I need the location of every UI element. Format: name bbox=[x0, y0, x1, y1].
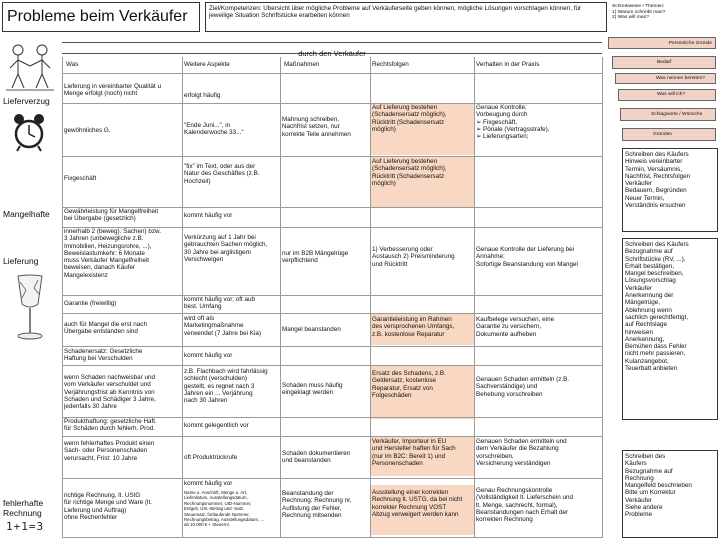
cell-r10-aspekte: kommt gelegentlich vor bbox=[184, 422, 249, 429]
grid-h-f bbox=[62, 295, 602, 296]
grid-v-4 bbox=[474, 57, 475, 538]
grid-v-2 bbox=[280, 57, 281, 538]
cell-r1-aspekte: erfolgt häufig bbox=[184, 92, 221, 99]
card-persoenliche-gruende: Persönliche Gründe bbox=[608, 37, 716, 49]
cell-r12-praxis: Genau Rechnungskontrolle (Vollständigkeit lt. Lieferschein und lt. Menge, sachrecht, formal), Beanstandungen nach Erhalt der korrekten Rechnung bbox=[476, 487, 573, 524]
cell-r5-praxis: Genaue Kontrolle der Lieferung bei Annahme; Sofortige Beanstandung von Mangel bbox=[476, 246, 578, 268]
cell-r2-was: gewöhnliches G. bbox=[64, 127, 111, 134]
grid-h-c bbox=[62, 156, 602, 157]
cell-r7-massn: Mangel beanstanden bbox=[282, 326, 341, 333]
card-was-nennen: Was nennen bereiten? bbox=[615, 73, 716, 84]
grid-h-m bbox=[62, 537, 602, 538]
header-rechtsfolgen: Rechtsfolgen bbox=[372, 61, 409, 68]
cell-r2-aspekte: "Ende Juni...", in Kalenderwoche 33..." bbox=[184, 122, 244, 137]
cell-r8-was: Schadenersatz: Gesetzliche Haftung bei Verschulden bbox=[64, 348, 143, 363]
page-title: Probleme beim Verkäufer bbox=[7, 8, 188, 25]
section-fehlerhafte: fehlerhafte Rechnung bbox=[3, 498, 44, 518]
card-was-will-ich: Was will ich? bbox=[618, 89, 716, 101]
cell-r2-massn: Mahnung schreiben, Nachfrist setzen, nur korrekte Teile annehmen bbox=[282, 116, 351, 138]
card-schlagworte: Schlagworte / Wünsche bbox=[620, 108, 716, 121]
cell-r5-massn: nur im B2B Mängelrüge verpflichtend bbox=[282, 250, 349, 265]
cell-r5-recht: 1) Verbesserung oder Austausch 2) Preisminderung und Rücktritt bbox=[372, 246, 455, 268]
cell-r12-recht: Ausstellung einer korrekten Rechnung lt. USTG, da bei nicht korrekter Rechnung VOST Abzug verweigert werden kann bbox=[372, 489, 463, 518]
cell-r11-praxis: Genauen Schaden ermitteln und dem Verkäufer die Bezahlung vorschreiben, Versicherung verständigen bbox=[476, 438, 567, 467]
grid-h-k bbox=[62, 436, 602, 437]
card-bedarf: Bedarf bbox=[612, 56, 716, 69]
banner: durch den Verkäufer bbox=[62, 42, 602, 54]
grid-h-g bbox=[62, 313, 602, 314]
cell-r2-recht: Auf Lieferung bestehen (Schadensersatz möglich), Rücktritt (Schadensersatz möglich) bbox=[372, 104, 447, 133]
grid-v-3 bbox=[370, 57, 371, 538]
cell-r11-was: wenn fehlerhaftes Produkt einen Sach- oder Personenschaden verursacht, Frist: 10 Jahre bbox=[64, 440, 155, 462]
cell-r7-aspekte: wird oft als Marketingmaßnahme verwendet (7 Jahre bei Kia) bbox=[184, 315, 262, 337]
cell-r9-aspekte: z.B. Flachbach wird fahrlässig schlecht (verschulden) gestellt, es regnet nach 3 Jahren ein ... Verjährung nach 30 Jahren bbox=[184, 368, 268, 405]
handshake-illustration bbox=[4, 40, 56, 92]
card-gruenden: Gründen bbox=[622, 128, 716, 141]
page-title-box bbox=[2, 2, 200, 32]
section-lieferverzug: Lieferverzug bbox=[3, 96, 50, 106]
schreibweise-note bbox=[612, 4, 716, 30]
cell-r9-recht: Ersatz des Schadens, z.B. Geldersatz, kostenlose Reparatur, Ersatz von Folgeschäden bbox=[372, 370, 446, 399]
cell-r6-aspekte: kommt häufig vor; oft aub best. Umfang bbox=[184, 296, 256, 311]
cell-r9-massn: Schaden muss häufig eingeklagt werden bbox=[282, 382, 343, 397]
section-mangelhafte: Mangelhafte bbox=[3, 209, 50, 219]
cell-r4-aspekte: kommt häufig vor bbox=[184, 212, 233, 219]
grid-v-1 bbox=[182, 57, 183, 538]
cell-r12-aspekte-top: kommt häufig vor bbox=[184, 480, 233, 487]
cell-r12-aspekte-small: Name u. Anschrift, Menge u. Art, Lieferdatum, Ausstellungsdatum, Rechnungsnummer, UID-Nummer, Entgelt, USt.-Betrag und -Satz, Steuersatz, fortlaufende Nummer, Rechnungsbetrag, Ausstellungsdatum, ... ab 10.000 € + Steuernr. bbox=[184, 490, 265, 528]
header-praxis: Verhalten in der Praxis bbox=[476, 61, 540, 68]
grid-v-5 bbox=[602, 57, 603, 538]
cell-r3-aspekte: "fix" im Text, oder aus der Natur des Geschäftes (z.B. Hochzeit) bbox=[184, 163, 260, 185]
side-note-rechnung: Schreiben des Käufers Bezugnahme auf Rechnung Mangelfeld beschrieben Bitte um Korrektur Verkäufer Siehe andere Probleme bbox=[622, 450, 718, 538]
math-doodle: 1+1=3 bbox=[6, 520, 45, 533]
cell-r11-aspekte: oft Produktrückrufe bbox=[184, 454, 238, 461]
ziel-box bbox=[205, 2, 607, 32]
cell-r3-was: Fixgeschäft bbox=[64, 175, 97, 182]
cell-r10-was: Produkthaftung: gesetzliche Haft. für Schäden durch fehlerh. Prod. bbox=[64, 418, 157, 433]
header-was: Was bbox=[66, 61, 79, 68]
cell-r5-was: innerhalb 2 (beweg). Sachen) bzw. 3 Jahren (unbewegliche z.B. Immobilien, Heizungsrohre, ...), Beweislastumkehr: 6 Monate muss Verkäufer Mangelfreiheit beweisen, danach Käufer Mangelexistenz bbox=[64, 228, 161, 279]
side-note-lieferverzug: Schreiben des Käufers Hinweis vereinbarter Termin, Versäumnis, Nachfrist, Rechtsfolgen Verkäufer Bedauern, Begründen Neuer Termin, Verständnis ersuchen bbox=[622, 148, 718, 232]
table-header bbox=[62, 57, 602, 73]
header-massnahmen: Maßnahmen bbox=[284, 61, 320, 68]
cell-r6-was: Garantie (freiwillig) bbox=[64, 300, 117, 307]
cell-r1-was: Lieferung in vereinbarter Qualität u Menge erfolgt (noch) nicht bbox=[64, 83, 161, 98]
grid-h-i bbox=[62, 365, 602, 366]
cell-r2-praxis: Genaue Kontrolle; Vorbeugung durch ➢ Fixgeschäft, ➢ Pönale (Vertragsstrafe), ➢ Lieferungsarten; bbox=[476, 104, 550, 141]
cell-r4-was: Gewährleistung für Mangelfreiheit bei Übergabe (gesetzlich) bbox=[64, 208, 159, 223]
cell-r9-was: wenn Schaden nachweisbar und vom Verkäufer verschuldet und Verjährungsfrist ab Kenntnis von Schaden und Schädiger 3 Jahre, jedenfalls 30 Jahre bbox=[64, 374, 156, 411]
cell-r5-aspekte: Verkürzung auf 1 Jahr bei gebrauchten Sachen möglich, 30 Jahre bei arglistigem Verschweigen bbox=[184, 234, 268, 263]
cell-r8-aspekte: kommt häufig vor bbox=[184, 352, 233, 359]
cell-r7-was: auch für Mangel die erst nach Übergabe entstanden sind bbox=[64, 321, 147, 336]
side-note-mangel: Schreiben des Käufers Bezugnahme auf Schriftstücke (RV, ...), Erhalt bestätigen, Mangel beschreiben, Lösungsvorschlag Verkäufer Anerkennung der Mängelrüge, Ablehnung wenn sachlich gerechtfertigt, auf Rechtslage hinweisen Anerkennung, Bemühen dass Fehler nicht mehr passieren, Kulanzangebot, Teuerbatt anbieten bbox=[622, 238, 718, 420]
broken-glass-icon bbox=[8, 272, 52, 344]
cell-r3-recht: Auf Lieferung bestehen (Schadensersatz möglich), Rücktritt (Schadensersatz möglich) bbox=[372, 158, 447, 187]
cell-r11-recht: Verkäufer, Importeur in EU und Hersteller haften für Sach (nur im B2C: Bereit 1) und Personenschaden bbox=[372, 438, 456, 467]
header-aspekte: Weitere Aspekte bbox=[184, 61, 230, 68]
cell-r7-praxis: Kaufbelege versuchen, eine Garantie zu versichern, Dokumente aufheben bbox=[476, 316, 555, 338]
grid-h-a bbox=[62, 73, 602, 74]
cell-r7-recht: Garantieleistung im Rahmen des versprochenen Umfangs, z.B. kostenlose Reparatur bbox=[372, 316, 455, 338]
alarm-clock-icon bbox=[12, 112, 46, 152]
cell-r12-massn: Beanstandung der Rechnung: Rechnung nr, Auflistung der Fehler, Rechnung mitsenden bbox=[282, 490, 352, 519]
section-lieferung: Lieferung bbox=[3, 256, 39, 266]
grid-h-h bbox=[62, 346, 602, 347]
grid-h-l bbox=[62, 478, 602, 479]
cell-r9-praxis: Genauen Schaden ermitteln (z.B. Sachverständige) und Behebung vorschreiben bbox=[476, 376, 570, 398]
cell-r12-was: richtige Rechnung, lt. UStG für richtige Menge und Ware (lt. Lieferung und Auftrag) ohne Rechenfehler bbox=[64, 492, 152, 521]
ziel-text: Ziel/Kompetenzen: Übersicht über mögliche Probleme auf Verkäuferseite geben können, mögliche Lösungen vorschlagen können, für jeweilige Situation Schriftstücke erarbeiten können bbox=[209, 5, 582, 20]
schreibweise-text: Schreibweise / Themen: 1) Warum schreibt man? 2) Was will man? bbox=[612, 4, 666, 21]
grid-v-0 bbox=[62, 57, 63, 538]
cell-r11-massn: Schaden dokumentieren und beanstanden bbox=[282, 450, 351, 465]
